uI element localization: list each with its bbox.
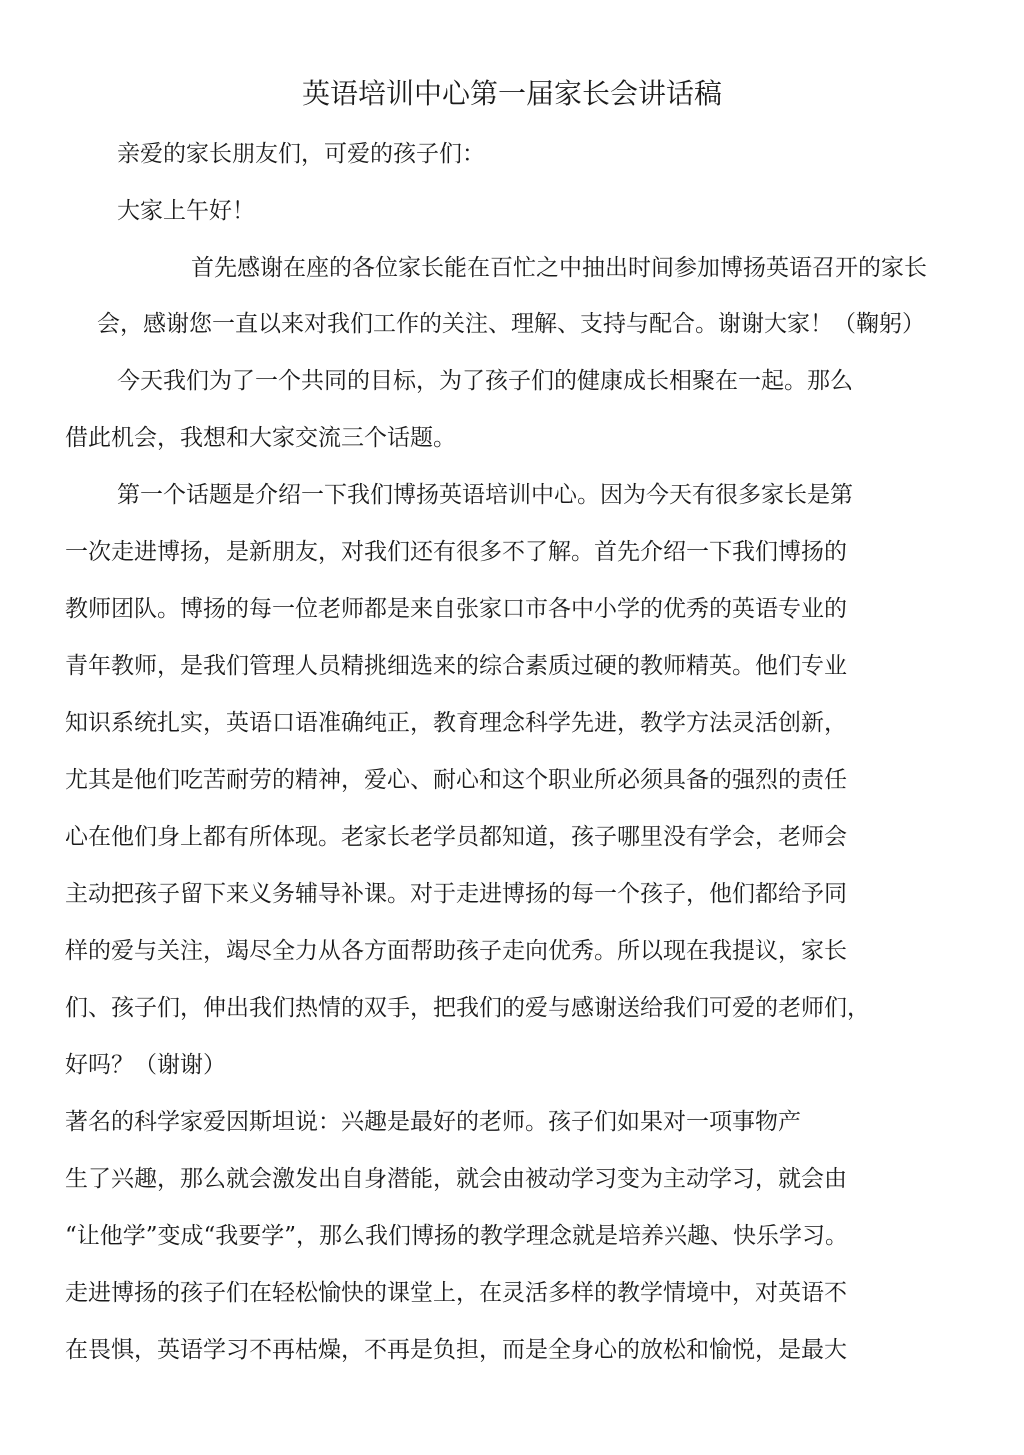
paragraph-line: 知识系统扎实，英语口语准确纯正，教育理念科学先进，教学方法灵活创新， [65,710,847,736]
paragraph-line: 会，感谢您一直以来对我们工作的关注、理解、支持与配合。谢谢大家！（鞠躬） [97,311,925,337]
paragraph-line: 生了兴趣，那么就会激发出自身潜能，就会由被动学习变为主动学习，就会由 [65,1166,847,1192]
paragraph-line: 主动把孩子留下来义务辅导补课。对于走进博扬的每一个孩子，他们都给予同 [65,881,847,907]
paragraph-line: 大家上午好！ [117,198,255,224]
paragraph-line: 走进博扬的孩子们在轻松愉快的课堂上，在灵活多样的教学情境中，对英语不 [65,1280,847,1306]
paragraph-line: 在畏惧，英语学习不再枯燥，不再是负担，而是全身心的放松和愉悦，是最大 [65,1337,847,1363]
paragraph-line: 借此机会，我想和大家交流三个话题。 [65,425,456,451]
paragraph-line: 样的爱与关注，竭尽全力从各方面帮助孩子走向优秀。所以现在我提议，家长 [65,938,847,964]
paragraph-line: 尤其是他们吃苦耐劳的精神，爱心、耐心和这个职业所必须具备的强烈的责任 [65,767,847,793]
paragraph-line: “让他学”变成“我要学”，那么我们博扬的教学理念就是培养兴趣、快乐学习。 [65,1223,849,1249]
paragraph-line: 著名的科学家爱因斯坦说：兴趣是最好的老师。孩子们如果对一项事物产 [65,1109,801,1135]
paragraph-line: 首先感谢在座的各位家长能在百忙之中抽出时间参加博扬英语召开的家长 [191,255,927,281]
paragraph-line: 好吗？（谢谢） [65,1052,226,1078]
paragraph-line: 今天我们为了一个共同的目标，为了孩子们的健康成长相聚在一起。那么 [117,368,853,394]
paragraph-line: 亲爱的家长朋友们，可爱的孩子们： [117,141,485,167]
document-title: 英语培训中心第一届家长会讲话稿 [301,77,722,110]
paragraph-line: 心在他们身上都有所体现。老家长老学员都知道，孩子哪里没有学会，老师会 [65,824,847,850]
paragraph-line: 们、孩子们，伸出我们热情的双手，把我们的爱与感谢送给我们可爱的老师们， [65,995,870,1021]
paragraph-line: 第一个话题是介绍一下我们博扬英语培训中心。因为今天有很多家长是第 [117,482,853,508]
paragraph-line: 青年教师，是我们管理人员精挑细选来的综合素质过硬的教师精英。他们专业 [65,653,847,679]
paragraph-line: 教师团队。博扬的每一位老师都是来自张家口市各中小学的优秀的英语专业的 [65,596,847,622]
paragraph-line: 一次走进博扬，是新朋友，对我们还有很多不了解。首先介绍一下我们博扬的 [65,539,847,565]
